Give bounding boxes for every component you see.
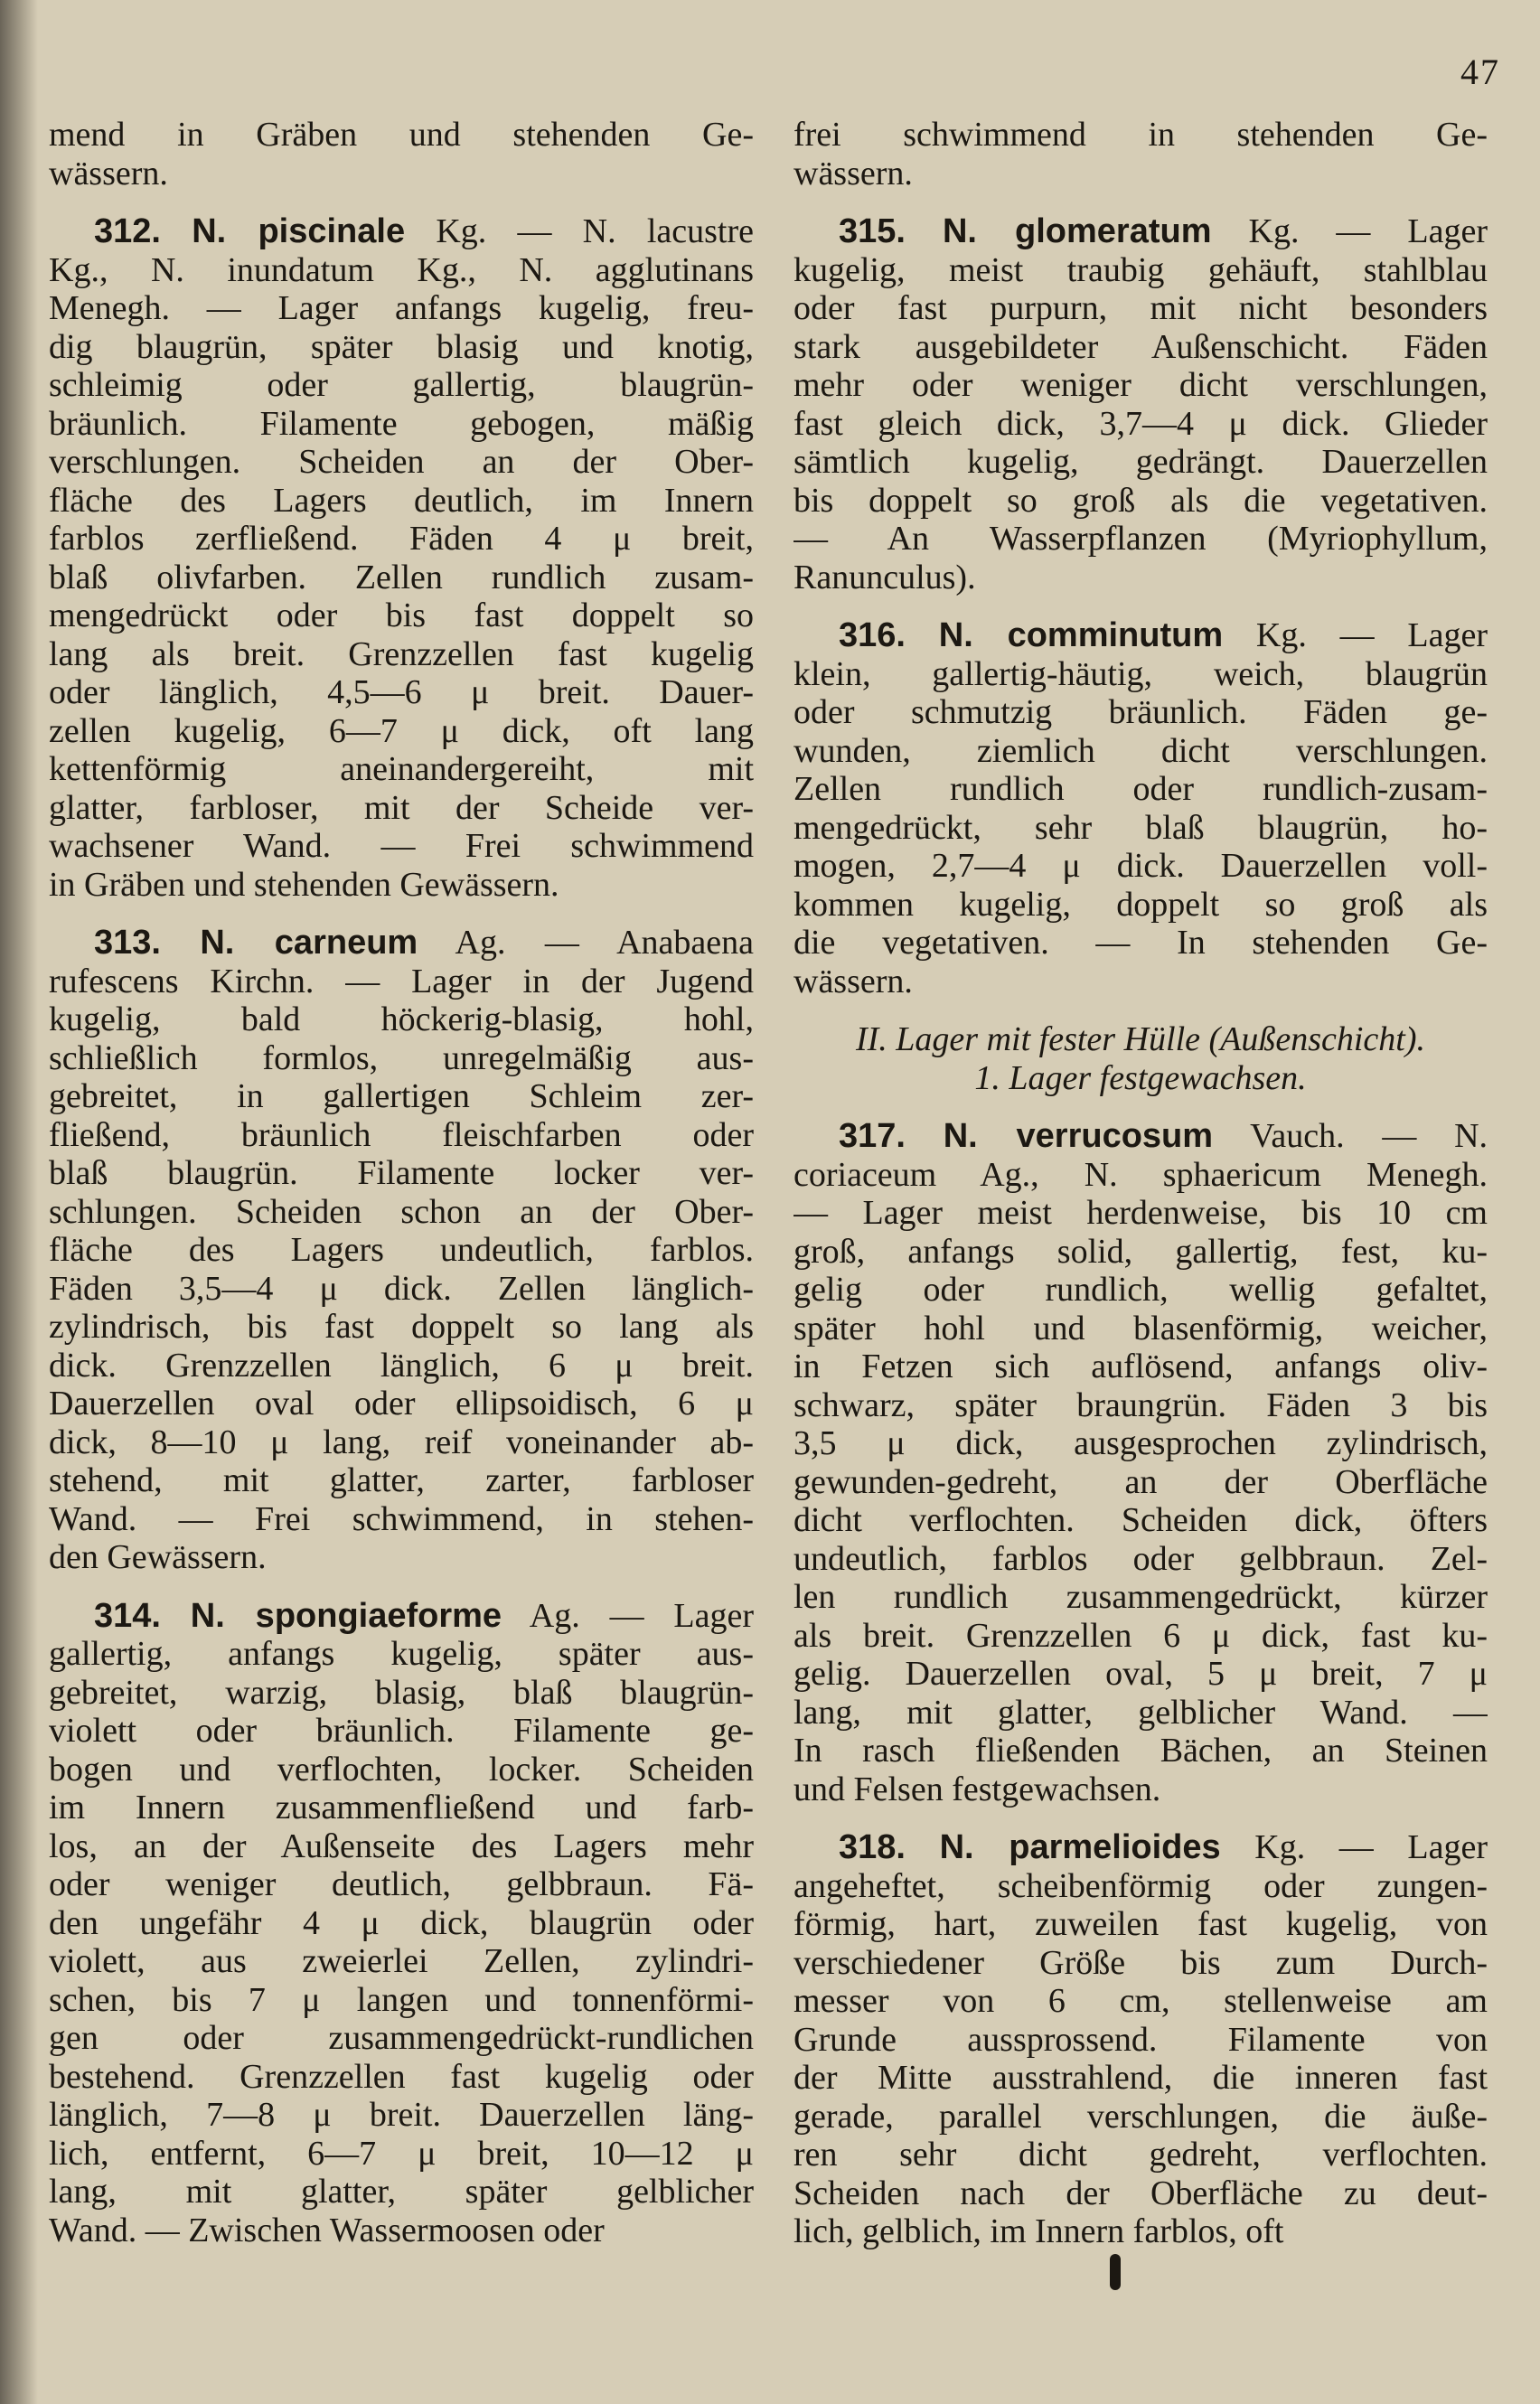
entry-heading-line bbox=[793, 1828, 1488, 1867]
entry-text-line: gerade, parallel verschlungen, die äuße- bbox=[793, 2097, 1488, 2136]
entry-text-line: klein, gallertig-häutig, weich, blaugrün bbox=[793, 654, 1488, 693]
ink-blot bbox=[1110, 2254, 1121, 2290]
entry-heading-line bbox=[49, 1597, 754, 1636]
entry-text-line: groß, anfangs solid, gallertig, fest, ku- bbox=[793, 1232, 1488, 1271]
section-heading: II. Lager mit fester Hülle (Außenschicht). bbox=[855, 1020, 1426, 1058]
entry-text-line: mengedrückt oder bis fast doppelt so bbox=[49, 596, 754, 634]
species-name: N. piscinale bbox=[192, 212, 406, 250]
entry-text-line: bogen und verflochten, locker. Scheiden bbox=[49, 1750, 754, 1789]
entry-gap bbox=[793, 2251, 1488, 2271]
entry-text-line: gebreitet, warzig, blasig, blaß blaugrün- bbox=[49, 1673, 754, 1712]
entry-gap bbox=[49, 904, 754, 924]
species-entry bbox=[49, 212, 754, 904]
entry-text-line: Menegh. — Lager anfangs kugelig, freu- bbox=[49, 289, 754, 327]
entry-text-line: kugelig, meist traubig gehäuft, stahlblau bbox=[793, 250, 1488, 289]
entry-text-line: dicht verflochten. Scheiden dick, öfters bbox=[793, 1501, 1488, 1539]
entry-gap bbox=[49, 1577, 754, 1597]
entry-text-line: violett, aus zweierlei Zellen, zylindri- bbox=[49, 1942, 754, 1980]
species-entry bbox=[793, 1828, 1488, 2251]
entry-text-line: In rasch fließenden Bächen, an Steinen bbox=[793, 1732, 1488, 1770]
entry-text-line: gebreitet, in gallertigen Schleim zer- bbox=[49, 1077, 754, 1115]
entry-gap bbox=[793, 596, 1488, 616]
continued-text-line: wässern. bbox=[793, 154, 913, 193]
entry-text-line: kommen kugelig, doppelt so groß als bbox=[793, 885, 1488, 924]
entry-text-line: wässern. bbox=[793, 962, 913, 1000]
entry-heading-rest: Kg. — Lager bbox=[1255, 616, 1488, 654]
entry-text-line: stehend, mit glatter, zarter, farbloser bbox=[49, 1461, 754, 1499]
entry-text-line: gewunden-gedreht, an der Oberfläche bbox=[793, 1462, 1488, 1501]
entry-text-line: 3,5 μ dick, ausgesprochen zylindrisch, bbox=[793, 1424, 1488, 1462]
entry-text-line: gallertig, anfangs kugelig, später aus- bbox=[49, 1635, 754, 1673]
entry-text-line: der Mitte ausstrahlend, die inneren fast bbox=[793, 2059, 1488, 2097]
continued-text-line: wässern. bbox=[49, 154, 168, 193]
entry-heading-line bbox=[793, 1117, 1488, 1156]
entry-text-line: coriaceum Ag., N. sphaericum Menegh. bbox=[793, 1155, 1488, 1194]
entry-gap bbox=[49, 193, 754, 212]
entry-text-line: die vegetativen. — In stehenden Ge- bbox=[793, 924, 1488, 962]
entry-number: 313. bbox=[94, 924, 161, 962]
entry-text-line: Fäden 3,5—4 μ dick. Zellen länglich- bbox=[49, 1269, 754, 1308]
entry-number: 312. bbox=[94, 212, 161, 250]
species-name: N. carneum bbox=[200, 924, 418, 962]
species-name: N. parmelioides bbox=[939, 1828, 1221, 1866]
entry-gap bbox=[793, 193, 1488, 212]
entry-text-line: länglich, 7—8 μ breit. Dauerzellen läng- bbox=[49, 2096, 754, 2134]
entry-text-line: in Fetzen sich auflösend, anfangs oliv- bbox=[793, 1348, 1488, 1385]
entry-text-line: mehr oder weniger dicht verschlungen, bbox=[793, 366, 1488, 404]
entry-gap bbox=[793, 1000, 1488, 1020]
entry-text-line: Zellen rundlich oder rundlich-zusam- bbox=[793, 770, 1488, 808]
entry-number: 314. bbox=[94, 1596, 161, 1635]
entry-text-line: schwarz, später braungrün. Fäden 3 bis bbox=[793, 1385, 1488, 1424]
entry-text-line: kugelig, bald höckerig-blasig, hohl, bbox=[49, 1000, 754, 1038]
entry-text-line: dick. Grenzzellen länglich, 6 μ breit. bbox=[49, 1346, 754, 1385]
entry-text-line: dig blaugrün, später blasig und knotig, bbox=[49, 327, 754, 366]
species-entry bbox=[793, 1117, 1488, 1808]
entry-text-line: Scheiden nach der Oberfläche zu deut- bbox=[793, 2174, 1488, 2212]
entry-text-line: lang, mit glatter, gelblicher Wand. — bbox=[793, 1693, 1488, 1732]
entry-text-line: blaß olivfarben. Zellen rundlich zusam- bbox=[49, 558, 754, 596]
entry-text-line: den Gewässern. bbox=[49, 1538, 267, 1576]
species-entry bbox=[49, 1597, 754, 2250]
entry-text-line: Wand. — Zwischen Wassermoosen oder bbox=[49, 2211, 605, 2249]
left-column bbox=[49, 116, 754, 2269]
entry-text-line: lang, mit glatter, später gelblicher bbox=[49, 2173, 754, 2211]
entry-text-line: bis doppelt so groß als die vegetativen. bbox=[793, 481, 1488, 520]
entry-text-line: oder schmutzig bräunlich. Fäden ge- bbox=[793, 693, 1488, 731]
entry-text-line: im Innern zusammenfließend und farb- bbox=[49, 1789, 754, 1826]
entry-text-line: lich, gelblich, im Innern farblos, oft bbox=[793, 2212, 1284, 2250]
entry-text-line: stark ausgebildeter Außenschicht. Fäden bbox=[793, 327, 1488, 366]
entry-text-line: sämtlich kugelig, gedrängt. Dauerzellen bbox=[793, 443, 1488, 481]
entry-text-line: schlungen. Scheiden schon an der Ober- bbox=[49, 1192, 754, 1231]
entry-text-line: messer von 6 cm, stellenweise am bbox=[793, 1982, 1488, 2020]
entry-gap bbox=[793, 1808, 1488, 1828]
entry-text-line: wunden, ziemlich dicht verschlungen. bbox=[793, 731, 1488, 770]
entry-text-line: förmig, hart, zuweilen fast kugelig, von bbox=[793, 1905, 1488, 1943]
species-entry bbox=[793, 212, 1488, 596]
entry-gap bbox=[49, 2249, 754, 2269]
entry-text-line: wachsener Wand. — Frei schwimmend bbox=[49, 827, 754, 865]
entry-text-line: rufescens Kirchn. — Lager in der Jugend bbox=[49, 962, 754, 1000]
entry-text-line: Dauerzellen oval oder ellipsoidisch, 6 μ bbox=[49, 1385, 754, 1423]
entry-text-line: gen oder zusammengedrückt-rundlichen bbox=[49, 2019, 754, 2057]
entry-number: 315. bbox=[839, 212, 906, 250]
species-name: N. verrucosum bbox=[943, 1117, 1214, 1155]
entry-number: 316. bbox=[839, 616, 906, 654]
entry-text-line: schließlich formlos, unregelmäßig aus- bbox=[49, 1038, 754, 1077]
entry-text-line: Ranunculus). bbox=[793, 558, 976, 596]
entry-text-line: oder fast purpurn, mit nicht besonders bbox=[793, 289, 1488, 327]
entry-text-line: violett oder bräunlich. Filamente ge- bbox=[49, 1712, 754, 1750]
entry-text-line: angeheftet, scheibenförmig oder zungen- bbox=[793, 1866, 1488, 1905]
entry-text-line: len rundlich zusammengedrückt, kürzer bbox=[793, 1578, 1488, 1616]
entry-text-line: zylindrisch, bis fast doppelt so lang als bbox=[49, 1308, 754, 1346]
entry-heading-rest: Kg. — N. lacustre bbox=[436, 212, 754, 250]
entry-text-line: mogen, 2,7—4 μ dick. Dauerzellen voll- bbox=[793, 847, 1488, 885]
entry-text-line: als breit. Grenzzellen 6 μ dick, fast ku- bbox=[793, 1616, 1488, 1655]
entry-text-line: mengedrückt, sehr blaß blaugrün, ho- bbox=[793, 808, 1488, 847]
entry-text-line: in Gräben und stehenden Gewässern. bbox=[49, 865, 559, 904]
entry-number: 317. bbox=[839, 1117, 906, 1155]
entry-text-line: Kg., N. inundatum Kg., N. agglutinans bbox=[49, 250, 754, 289]
entry-text-line: und Felsen festgewachsen. bbox=[793, 1770, 1161, 1808]
species-entry bbox=[49, 924, 754, 1577]
entry-text-line: undeutlich, farblos oder gelbbraun. Zel- bbox=[793, 1539, 1488, 1578]
entry-text-line: — Lager meist herdenweise, bis 10 cm bbox=[793, 1194, 1488, 1232]
entry-text-line: Grunde aussprossend. Filamente von bbox=[793, 2020, 1488, 2059]
entry-gap bbox=[793, 1097, 1488, 1117]
entry-heading-rest: Ag. — Anabaena bbox=[455, 924, 754, 962]
page-number: 47 bbox=[1460, 52, 1500, 92]
entry-text-line: fläche des Lagers deutlich, im Innern bbox=[49, 481, 754, 520]
entry-heading-rest: Vauch. — N. bbox=[1250, 1117, 1488, 1155]
entry-heading-rest: Ag. — Lager bbox=[529, 1596, 754, 1635]
entry-text-line: verschiedener Größe bis zum Durch- bbox=[793, 1943, 1488, 1982]
entry-text-line: Wand. — Frei schwimmend, in stehen- bbox=[49, 1499, 754, 1538]
entry-heading-line bbox=[49, 924, 754, 963]
right-column bbox=[793, 116, 1488, 2271]
entry-heading-line bbox=[793, 212, 1488, 251]
page-gutter-shadow bbox=[0, 0, 38, 2404]
entry-text-line: schleimig oder gallertig, blaugrün- bbox=[49, 366, 754, 404]
entry-text-line: lich, entfernt, 6—7 μ breit, 10—12 μ bbox=[49, 2134, 754, 2173]
entry-heading-rest: Kg. — Lager bbox=[1248, 212, 1488, 250]
entry-text-line: fließend, bräunlich fleischfarben oder bbox=[49, 1115, 754, 1154]
entry-text-line: farblos zerfließend. Fäden 4 μ breit, bbox=[49, 520, 754, 558]
entry-text-line: dick, 8—10 μ lang, reif voneinander ab- bbox=[49, 1423, 754, 1461]
entry-text-line: verschlungen. Scheiden an der Ober- bbox=[49, 443, 754, 481]
species-name: N. glomeratum bbox=[942, 212, 1212, 250]
entry-text-line: oder länglich, 4,5—6 μ breit. Dauer- bbox=[49, 673, 754, 711]
entry-heading-rest: Kg. — Lager bbox=[1254, 1828, 1488, 1866]
entry-text-line: lang als breit. Grenzzellen fast kugelig bbox=[49, 634, 754, 673]
species-entry bbox=[793, 616, 1488, 1000]
subsection-heading: 1. Lager festgewachsen. bbox=[974, 1058, 1307, 1097]
entry-text-line: später hohl und blasenförmig, weicher, bbox=[793, 1309, 1488, 1348]
continued-text-line: frei schwimmend in stehenden Ge- bbox=[793, 116, 1488, 154]
entry-text-line: fläche des Lagers undeutlich, farblos. bbox=[49, 1231, 754, 1269]
entry-text-line: ren sehr dicht gedreht, verflochten. bbox=[793, 2136, 1488, 2174]
entry-text-line: kettenförmig aneinandergereiht, mit bbox=[49, 750, 754, 788]
entry-text-line: — An Wasserpflanzen (Myriophyllum, bbox=[793, 520, 1488, 558]
entry-text-line: bräunlich. Filamente gebogen, mäßig bbox=[49, 404, 754, 443]
entry-text-line: zellen kugelig, 6—7 μ dick, oft lang bbox=[49, 711, 754, 750]
entry-heading-line bbox=[49, 212, 754, 251]
entry-text-line: schen, bis 7 μ langen und tonnenförmi- bbox=[49, 1980, 754, 2019]
entry-text-line: blaß blaugrün. Filamente locker ver- bbox=[49, 1154, 754, 1192]
entry-text-line: los, an der Außenseite des Lagers mehr bbox=[49, 1826, 754, 1865]
species-name: N. spongiaeforme bbox=[190, 1596, 502, 1635]
entry-text-line: gelig oder rundlich, wellig gefaltet, bbox=[793, 1271, 1488, 1309]
entry-heading-line bbox=[793, 616, 1488, 655]
entry-text-line: oder weniger deutlich, gelbbraun. Fä- bbox=[49, 1865, 754, 1903]
continued-text-line: mend in Gräben und stehenden Ge- bbox=[49, 116, 754, 154]
entry-text-line: fast gleich dick, 3,7—4 μ dick. Glieder bbox=[793, 404, 1488, 443]
entry-text-line: den ungefähr 4 μ dick, blaugrün oder bbox=[49, 1903, 754, 1942]
entry-text-line: bestehend. Grenzzellen fast kugelig oder bbox=[49, 2057, 754, 2096]
species-name: N. comminutum bbox=[938, 616, 1224, 654]
entry-text-line: gelig. Dauerzellen oval, 5 μ breit, 7 μ bbox=[793, 1655, 1488, 1693]
entry-text-line: glatter, farbloser, mit der Scheide ver- bbox=[49, 788, 754, 827]
entry-number: 318. bbox=[839, 1828, 906, 1866]
